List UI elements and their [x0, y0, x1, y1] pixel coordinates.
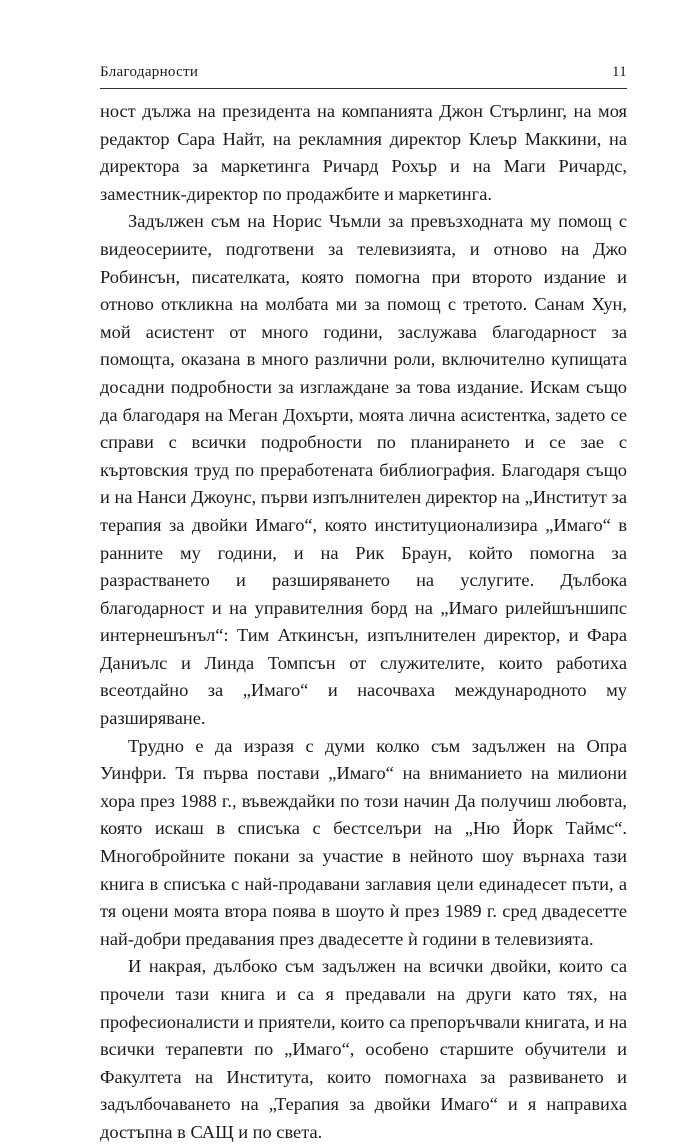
header-rule — [100, 88, 627, 89]
running-head — [100, 64, 627, 84]
body-text — [100, 98, 627, 1147]
paragraph: Задължен съм на Норис Чъмли за превъзходната му помощ с видеосериите, подготвени за телевизията, и отново на Джо Робинсън, писателката, която помогна при второто издание и отново откликна на молбата ми за помощ с третото. Санам Хун, мой асистент от много години, заслужава благодарност за помощта, оказана в много различни роли, включително купищата досадни подробности за изглаждане за това издание. Искам също да благодаря на Меган Дохърти, моята лична асистентка, задето се справи с всички подробности по планирането и се зае с къртовския труд по преработената библиография. Благодаря също и на Нанси Джоунс, първи изпълнителен директор на „Институт за терапия за двойки Имаго“, която институционализира „Имаго“ в ранните му години, и на Рик Браун, който помогна за разрастването и разширяването на услугите. Дълбока благодарност и на управителния борд на „Имаго рилейшъншипс интернешънъл“: Тим Аткинсън, изпълнителен директор, и Фара Даниълс и Линда Томпсън от служителите, които работиха всеотдайно за „Имаго“ и насочваха международното му разширяване. — [100, 211, 627, 729]
running-title: Благодарности — [100, 64, 199, 80]
page-number: 11 — [611, 64, 627, 80]
paragraph: И накрая, дълбоко съм задължен на всички двойки, които са прочели тази книга и са я предавали на други като тях, на професионалисти и приятели, които са препоръчвали книгата, и на всички терапевти по „Имаго“, особено старшите обучители и Факултета на Института, които помогнаха за развиването и задълбочаването на „Терапия за двойки Имаго“ и я направиха достъпна в САЩ и по света. — [100, 956, 627, 1142]
paragraph: ност дължа на президента на компанията Джон Стърлинг, на моя редактор Сара Найт, на рекламния директор Клеър Маккини, на директора за маркетинга Ричард Рохър и на Маги Ричардс, заместник-директор по продажбите и маркетинга. — [100, 101, 627, 204]
paragraph: Трудно е да изразя с думи колко съм задължен на Опра Уинфри. Тя първа постави „Имаго“ на вниманието на милиони хора през 1988 г., въвеждайки по този начин Да получиш любовта, която искаш в списъка с бестселъри на „Ню Йорк Таймс“. Многобройните покани за участие в нейното шоу върнаха тази книга в списъка с най-продавани заглавия цели единадесет пъти, а тя оцени моята втора поява в шоуто ѝ през 1989 г. сред двадесетте най-добри предавания през двадесетте ѝ години в телевизията. — [100, 735, 627, 949]
